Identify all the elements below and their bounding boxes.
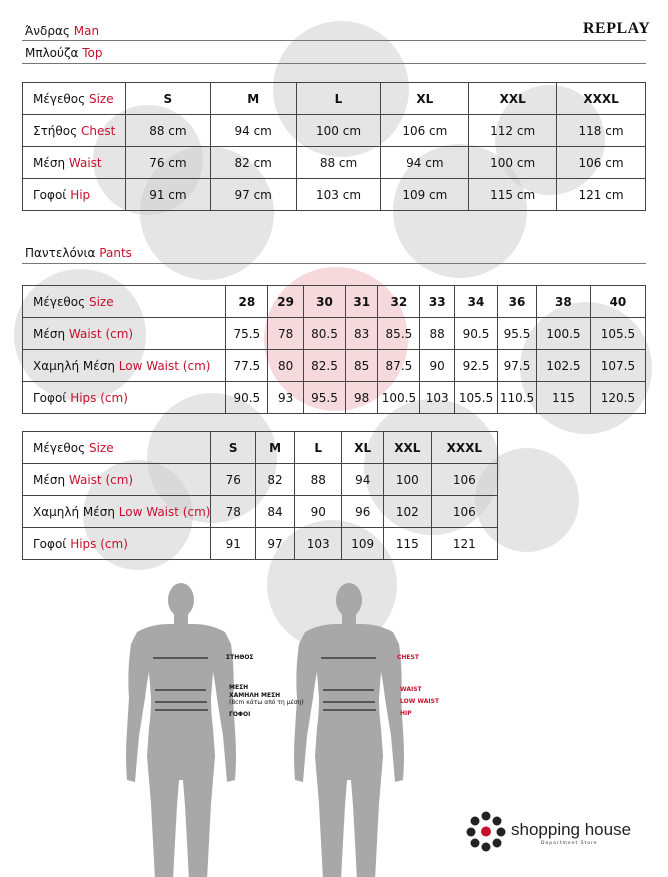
value-cell: 100.5 (536, 318, 590, 350)
table-row (23, 464, 498, 496)
label-waist-gr: ΜΕΣΗ (229, 684, 249, 691)
value-cell: 121 cm (557, 179, 646, 211)
value-cell: 94 cm (381, 147, 469, 179)
pants-size-table (22, 285, 646, 414)
table-row (23, 318, 646, 350)
row-label: Γοφοί Hips (cm) (23, 382, 226, 414)
value-cell: 100 (384, 464, 432, 496)
size-header: 34 (454, 286, 497, 318)
value-cell: 118 cm (557, 115, 646, 147)
size-header: M (255, 432, 294, 464)
size-header: XL (342, 432, 384, 464)
value-cell: 76 cm (125, 147, 210, 179)
size-header: XXL (384, 432, 432, 464)
value-cell: 75.5 (226, 318, 268, 350)
section-top-en: Top (82, 46, 103, 60)
value-cell: 106 cm (557, 147, 646, 179)
size-header: M (210, 83, 296, 115)
row-label: Στήθος Chest (23, 115, 126, 147)
value-cell: 109 (342, 528, 384, 560)
value-cell: 100 cm (296, 115, 381, 147)
label-chest-gr: ΣΤΗΘΟΣ (226, 654, 254, 661)
pants-letter-size-table (22, 431, 498, 560)
table-row (23, 147, 646, 179)
value-cell: 85.5 (378, 318, 420, 350)
row-label: Μέση Waist (cm) (23, 464, 211, 496)
label-low-waist-note: (8cm κάτω από τη μέση) (229, 699, 304, 706)
value-cell: 107.5 (590, 350, 645, 382)
label-hip-en: HIP (400, 710, 412, 717)
size-header: S (211, 432, 256, 464)
value-cell: 80 (268, 350, 304, 382)
value-cell: 76 (211, 464, 256, 496)
value-cell: 110.5 (498, 382, 537, 414)
value-cell: 88 (295, 464, 342, 496)
size-header: 36 (498, 286, 537, 318)
brand-name: shopping house (511, 820, 632, 839)
value-cell: 90 (420, 350, 455, 382)
shopping-house-logo (465, 810, 645, 860)
value-cell: 85 (346, 350, 378, 382)
flower-dots-icon (465, 810, 507, 852)
value-cell: 94 cm (210, 115, 296, 147)
label-low-waist-gr: ΧΑΜΗΛΗ ΜΕΣΗ (229, 692, 281, 699)
figure-left (126, 583, 236, 877)
table-row (23, 179, 646, 211)
size-label-cell: Μέγεθος Size (23, 83, 126, 115)
value-cell: 106 cm (381, 115, 469, 147)
value-cell: 106 (431, 464, 497, 496)
size-header: 29 (268, 286, 304, 318)
tops-size-table (22, 82, 646, 211)
table-row (23, 496, 498, 528)
value-cell: 97.5 (498, 350, 537, 382)
table-row (23, 528, 498, 560)
value-cell: 94 (342, 464, 384, 496)
row-label: Χαμηλή Μέση Low Waist (cm) (23, 350, 226, 382)
value-cell: 87.5 (378, 350, 420, 382)
value-cell: 120.5 (590, 382, 645, 414)
row-label: Χαμηλή Μέση Low Waist (cm) (23, 496, 211, 528)
value-cell: 102 (384, 496, 432, 528)
value-cell: 96 (342, 496, 384, 528)
value-cell: 115 (384, 528, 432, 560)
size-header: S (125, 83, 210, 115)
value-cell: 91 (211, 528, 256, 560)
section-top-gr: Μπλούζα (25, 46, 79, 60)
value-cell: 82 (255, 464, 294, 496)
size-header: XXXL (557, 83, 646, 115)
size-label-cell: Μέγεθος Size (23, 286, 226, 318)
size-header: 30 (303, 286, 345, 318)
size-label-cell: Μέγεθος Size (23, 432, 211, 464)
row-label: Μέση Waist (cm) (23, 318, 226, 350)
value-cell: 84 (255, 496, 294, 528)
label-hip-gr: ΓΟΦΟΙ (229, 711, 251, 718)
value-cell: 88 cm (296, 147, 381, 179)
value-cell: 88 (420, 318, 455, 350)
value-cell: 103 cm (296, 179, 381, 211)
value-cell: 90.5 (226, 382, 268, 414)
figure-right (294, 583, 404, 877)
value-cell: 82.5 (303, 350, 345, 382)
size-header: 38 (536, 286, 590, 318)
size-header: XL (381, 83, 469, 115)
value-cell: 103 (295, 528, 342, 560)
value-cell: 77.5 (226, 350, 268, 382)
value-cell: 91 cm (125, 179, 210, 211)
label-waist-en: WAIST (400, 686, 422, 693)
value-cell: 90.5 (454, 318, 497, 350)
size-header: XXXL (431, 432, 497, 464)
value-cell: 100.5 (378, 382, 420, 414)
size-header: 31 (346, 286, 378, 318)
size-header: XXL (469, 83, 557, 115)
category-gr: Άνδρας (25, 24, 70, 38)
label-chest-en: CHEST (397, 654, 419, 661)
value-cell: 78 (268, 318, 304, 350)
value-cell: 90 (295, 496, 342, 528)
row-label: Μέση Waist (23, 147, 126, 179)
category-title (25, 24, 99, 38)
value-cell: 112 cm (469, 115, 557, 147)
value-cell: 95.5 (498, 318, 537, 350)
row-label: Γοφοί Hip (23, 179, 126, 211)
value-cell: 82 cm (210, 147, 296, 179)
value-cell: 93 (268, 382, 304, 414)
value-cell: 109 cm (381, 179, 469, 211)
value-cell: 83 (346, 318, 378, 350)
row-label: Γοφοί Hips (cm) (23, 528, 211, 560)
label-low-waist-en: LOW WAIST (400, 698, 440, 705)
value-cell: 95.5 (303, 382, 345, 414)
value-cell: 105.5 (590, 318, 645, 350)
value-cell: 92.5 (454, 350, 497, 382)
section-pants-en: Pants (99, 246, 132, 260)
size-header: L (295, 432, 342, 464)
size-header: 32 (378, 286, 420, 318)
size-header: 40 (590, 286, 645, 318)
value-cell: 98 (346, 382, 378, 414)
value-cell: 97 (255, 528, 294, 560)
value-cell: 100 cm (469, 147, 557, 179)
category-en: Man (73, 24, 100, 38)
size-header: L (296, 83, 381, 115)
value-cell: 106 (431, 496, 497, 528)
value-cell: 115 cm (469, 179, 557, 211)
table-row (23, 382, 646, 414)
section-pants-title (25, 246, 132, 260)
value-cell: 102.5 (536, 350, 590, 382)
value-cell: 97 cm (210, 179, 296, 211)
value-cell: 103 (420, 382, 455, 414)
table-row (23, 350, 646, 382)
value-cell: 115 (536, 382, 590, 414)
section-top-title (25, 46, 102, 60)
table-row (23, 115, 646, 147)
brand-tagline: Department Store (541, 841, 598, 846)
size-header: 33 (420, 286, 455, 318)
replay-logo: REPLAY (583, 20, 651, 37)
value-cell: 88 cm (125, 115, 210, 147)
value-cell: 80.5 (303, 318, 345, 350)
size-header: 28 (226, 286, 268, 318)
value-cell: 105.5 (454, 382, 497, 414)
value-cell: 121 (431, 528, 497, 560)
section-pants-gr: Παντελόνια (25, 246, 96, 260)
value-cell: 78 (211, 496, 256, 528)
